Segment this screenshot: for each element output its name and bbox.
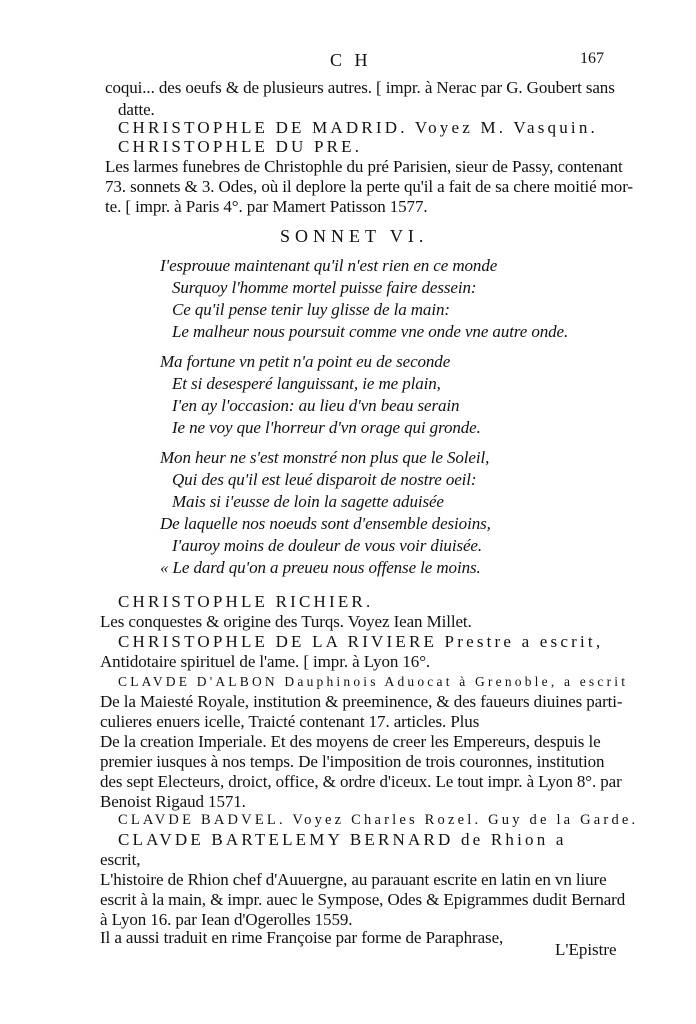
verse-line: Ce qu'il pense tenir luy glisse de la main:: [172, 300, 450, 319]
verse-line: Ma fortune vn petit n'a point eu de seconde: [160, 352, 451, 371]
verse-line: Et si desesperé languissant, ie me plain,: [172, 374, 441, 393]
entry-heading: CHRISTOPHLE DE MADRID. Voyez M. Vasquin.: [118, 118, 598, 137]
text-line: des sept Electeurs, droict, office, & ordre d'iceux. Le tout impr. à Lyon 8°. par: [100, 772, 622, 791]
text-line: 73. sonnets & 3. Odes, où il deplore la perte qu'il a fait de sa chere moitié mor-: [105, 177, 633, 196]
verse-line: Surquoy l'homme mortel puisse faire dessein:: [172, 278, 477, 297]
text-line: Antidotaire spirituel de l'ame. [ impr. à Lyon 16°.: [100, 652, 431, 671]
text-line: Les larmes funebres de Christophle du pré Parisien, sieur de Passy, contenant: [105, 157, 623, 176]
entry-heading: CHRISTOPHLE RICHIER.: [118, 592, 374, 611]
text-line: datte.: [118, 100, 155, 119]
verse-line: I'auroy moins de douleur de vous voir diuisée.: [172, 536, 483, 555]
verse-line: Ie ne voy que l'horreur d'vn orage qui gronde.: [172, 418, 481, 437]
entry-heading: CLAVDE BARTELEMY BERNARD de Rhion a: [118, 830, 567, 849]
entry-heading: CLAVDE BADVEL. Voyez Charles Rozel. Guy de la Garde.: [118, 812, 639, 828]
sonnet-title: SONNET VI.: [280, 226, 429, 246]
text-line: Il a aussi traduit en rime Françoise par forme de Paraphrase,: [100, 928, 504, 947]
verse-line: I'esprouue maintenant qu'il n'est rien en ce monde: [160, 256, 498, 275]
page-number: 167: [580, 50, 604, 67]
text-line: De la Maiesté Royale, institution & preeminence, & des faueurs diuines parti-: [100, 692, 623, 711]
verse-line: Mon heur ne s'est monstré non plus que le Soleil,: [160, 448, 490, 467]
running-head: C H: [330, 50, 372, 70]
text-line: De la creation Imperiale. Et des moyens de creer les Empereurs, despuis le: [100, 732, 601, 751]
text-line: culieres enuers icelle, Traicté contenant 17. articles. Plus: [100, 712, 480, 731]
verse-line: Qui des qu'il est leué disparoit de nostre oeil:: [172, 470, 477, 489]
catchword: L'Epistre: [555, 940, 617, 959]
text-line: te. [ impr. à Paris 4°. par Mamert Patisson 1577.: [105, 197, 428, 216]
verse-line: I'en ay l'occasion: au lieu d'vn beau serain: [172, 396, 460, 415]
entry-heading: CHRISTOPHLE DU PRE.: [118, 137, 363, 156]
text-line: L'histoire de Rhion chef d'Auuergne, au parauant escrite en latin en vn liure: [100, 870, 607, 889]
text-line: coqui... des oeufs & de plusieurs autres. [ impr. à Nerac par G. Goubert sans: [105, 78, 615, 97]
text-line: Benoist Rigaud 1571.: [100, 792, 246, 811]
verse-line: « Le dard qu'on a preueu nous offense le moins.: [160, 558, 481, 577]
verse-line: De laquelle nos noeuds sont d'ensemble desioins,: [160, 514, 491, 533]
verse-line: Mais si i'eusse de loin la sagette aduisée: [172, 492, 444, 511]
entry-heading: CLAVDE D'ALBON Dauphinois Aduocat à Grenoble, a escrit: [118, 674, 629, 689]
entry-heading: CHRISTOPHLE DE LA RIVIERE Prestre a escrit,: [118, 632, 604, 651]
text-line: Les conquestes & origine des Turqs. Voyez Iean Millet.: [100, 612, 472, 631]
text-line: escrit à la main, & impr. auec le Sympose, Odes & Epigrammes dudit Bernard: [100, 890, 626, 909]
verse-line: Le malheur nous poursuit comme vne onde vne autre onde.: [172, 322, 569, 341]
text-line: à Lyon 16. par Iean d'Ogerolles 1559.: [100, 910, 353, 929]
text-line: escrit,: [100, 850, 141, 869]
text-line: premier iusques à nos temps. De l'imposition de trois couronnes, institution: [100, 752, 605, 771]
